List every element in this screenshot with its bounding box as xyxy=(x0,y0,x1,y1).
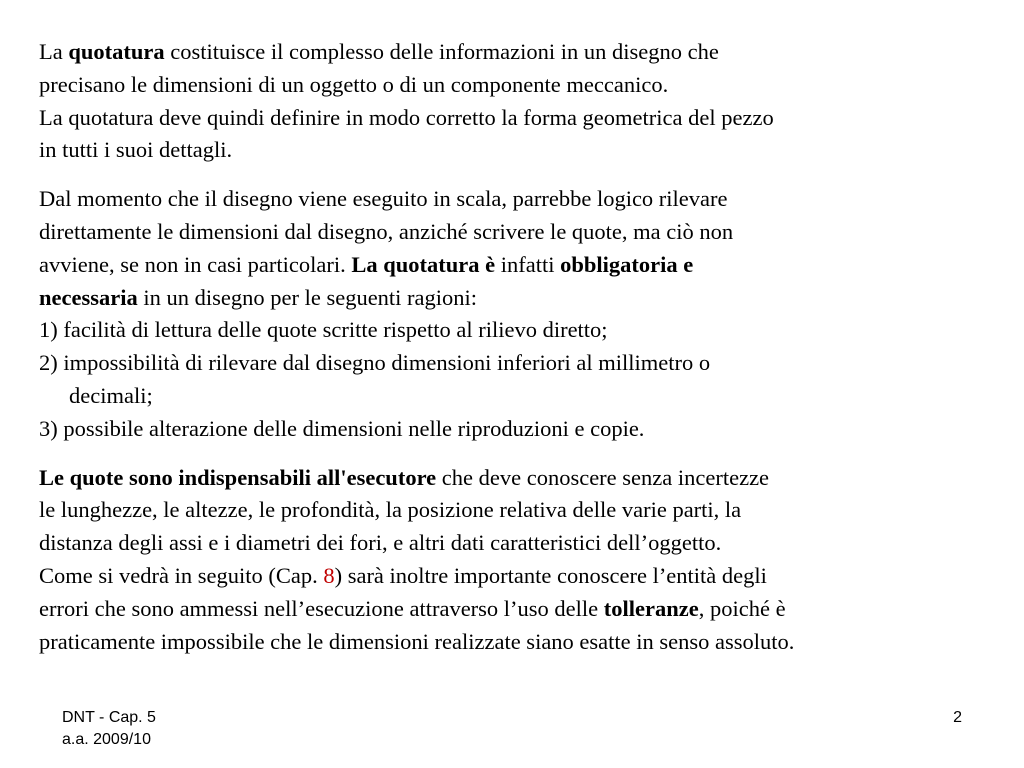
slide-body xyxy=(39,36,999,658)
text-line: avviene, se non in casi particolari. La quotatura è infatti obbligatoria e xyxy=(39,251,694,277)
emphasis-obbligatoria: obbligatoria e xyxy=(560,251,694,277)
emphasis-tolleranze: tolleranze xyxy=(603,595,699,621)
emphasis-quotatura: La quotatura è xyxy=(351,251,496,277)
emphasis-necessaria: necessaria xyxy=(39,284,138,310)
text-line: in tutti i suoi dettagli. xyxy=(39,137,233,163)
chapter-8-link[interactable]: 8 xyxy=(323,562,335,588)
list-item-2-continuation: decimali; xyxy=(69,382,153,408)
text-line: necessaria in un disegno per le seguenti ragioni: xyxy=(39,284,478,310)
text-line: La quotatura deve quindi definire in modo corretto la forma geometrica del pezzo xyxy=(39,104,774,130)
text-line: errori che sono ammessi nell’esecuzione attraverso l’uso delle tolleranze, poiché è xyxy=(39,595,786,621)
text-line: Come si vedrà in seguito (Cap. 8) sarà inoltre importante conoscere l’entità degli xyxy=(39,562,767,588)
paragraph-executor xyxy=(39,462,999,659)
text-line: Dal momento che il disegno viene eseguito in scala, parrebbe logico rilevare xyxy=(39,186,728,212)
emphasis-quote-indispensabili: Le quote sono indispensabili all'esecutore xyxy=(39,464,437,490)
slide-number: 2 xyxy=(953,709,962,726)
text-line: le lunghezze, le altezze, le profondità, la posizione relativa delle varie parti, la xyxy=(39,497,742,523)
footer-course: DNT - Cap. 5 xyxy=(62,709,156,726)
list-item-3: 3) possibile alterazione delle dimensioni nelle riproduzioni e copie. xyxy=(39,415,645,441)
text-line: precisano le dimensioni di un oggetto o di un componente meccanico. xyxy=(39,71,669,97)
list-item-2: 2) impossibilità di rilevare dal disegno dimensioni inferiori al millimetro o xyxy=(39,350,711,376)
footer-course-info xyxy=(62,707,156,751)
term-quotatura: quotatura xyxy=(68,39,165,64)
text-line: praticamente impossibile che le dimensioni realizzate siano esatte in senso assoluto. xyxy=(39,628,795,654)
list-item-1: 1) facilità di lettura delle quote scritte rispetto al rilievo diretto; xyxy=(39,317,608,343)
footer-year: a.a. 2009/10 xyxy=(62,731,151,748)
text-line: direttamente le dimensioni dal disegno, anziché scrivere le quote, ma ciò non xyxy=(39,218,734,244)
paragraph-reasons xyxy=(39,183,999,445)
paragraph-definition xyxy=(39,36,999,167)
text-line: distanza degli assi e i diametri dei fori, e altri dati caratteristici dell’oggetto. xyxy=(39,530,722,556)
text-line: La quotatura costituisce il complesso delle informazioni in un disegno che xyxy=(39,39,719,64)
text-line: Le quote sono indispensabili all'esecutore che deve conoscere senza incertezze xyxy=(39,464,770,490)
